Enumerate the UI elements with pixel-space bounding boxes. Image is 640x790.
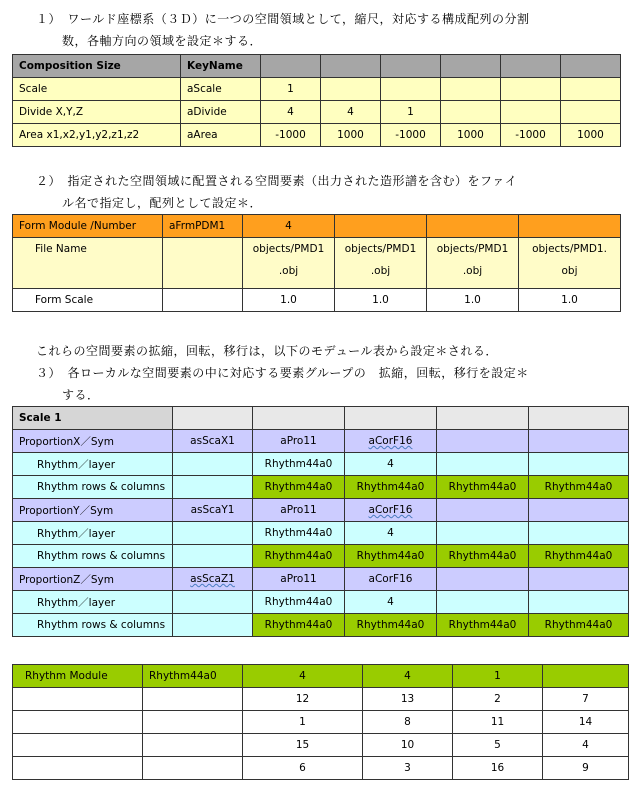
table-row: Rhythm／layer Rhythm44a0 4 bbox=[13, 453, 629, 476]
table-row: Rhythm／layer Rhythm44a0 4 bbox=[13, 522, 629, 545]
table-row: Rhythm rows & columns Rhythm44a0 Rhythm44a0 Rhythm44a0 Rhythm44a0 bbox=[13, 614, 629, 637]
table-row: 15 10 5 4 bbox=[13, 734, 629, 757]
row-label: Scale bbox=[13, 78, 181, 101]
table-row: Rhythm rows & columns Rhythm44a0 Rhythm44a0 Rhythm44a0 Rhythm44a0 bbox=[13, 476, 629, 499]
section3-line2: する． bbox=[62, 388, 100, 402]
table-row: Rhythm rows & columns Rhythm44a0 Rhythm44a0 Rhythm44a0 Rhythm44a0 bbox=[13, 545, 629, 568]
form-scale-label: Form Scale bbox=[13, 289, 163, 312]
file-name-cell: objects/PMD1 .obj bbox=[243, 238, 335, 289]
table-row: 12 13 2 7 bbox=[13, 688, 629, 711]
scale-table bbox=[12, 406, 629, 637]
section1-line2: 数，各軸方向の領域を設定＊する． bbox=[62, 34, 263, 48]
row-key: aArea bbox=[181, 124, 261, 147]
form-module-label: Form Module /Number bbox=[13, 215, 163, 238]
file-name-cell: objects/PMD1. obj bbox=[519, 238, 621, 289]
section2-line2: ル名で指定し，配列として設定＊． bbox=[62, 196, 263, 210]
scale-title: Scale 1 bbox=[13, 407, 173, 430]
table-row: Divide X,Y,Z aDivide 4 4 1 bbox=[13, 101, 621, 124]
proportion-label: ProportionZ／Sym bbox=[13, 568, 173, 591]
proportion-key: asScaX1 bbox=[173, 430, 253, 453]
file-name-cell: objects/PMD1 .obj bbox=[335, 238, 427, 289]
proportion-label: ProportionX／Sym bbox=[13, 430, 173, 453]
form-module-key: aFrmPDM1 bbox=[163, 215, 243, 238]
table-row: Scale aScale 1 bbox=[13, 78, 621, 101]
file-name-cell: objects/PMD1 .obj bbox=[427, 238, 519, 289]
rhythm-module-label: Rhythm Module bbox=[13, 665, 143, 688]
section3-line1: ３） 各ローカルな空間要素の中に対応する要素グループの 拡縮，回転，移行を設定＊ bbox=[36, 366, 529, 380]
composition-size-header: Composition Size bbox=[13, 55, 181, 78]
section3-intro: これらの空間要素の拡縮，回転，移行は，以下のモデュール表から設定＊される． bbox=[36, 344, 498, 358]
table-row: Rhythm／layer Rhythm44a0 4 bbox=[13, 591, 629, 614]
table-row: ProportionZ／Sym asScaZ1 aPro11 aCorF16 bbox=[13, 568, 629, 591]
table-row: 6 3 16 9 bbox=[13, 757, 629, 780]
row-key: aDivide bbox=[181, 101, 261, 124]
rhythm-module-key: Rhythm44a0 bbox=[143, 665, 243, 688]
form-module-number: 4 bbox=[243, 215, 335, 238]
proportion-key: asScaY1 bbox=[173, 499, 253, 522]
table-row: ProportionX／Sym asScaX1 aPro11 aCorF16 bbox=[13, 430, 629, 453]
row-key: aScale bbox=[181, 78, 261, 101]
row-label: Area x1,x2,y1,y2,z1,z2 bbox=[13, 124, 181, 147]
section2-line1: ２） 指定された空間領域に配置される空間要素（出力された造形譜を含む）をファイ bbox=[36, 174, 518, 188]
table-row: Form Scale 1.0 1.0 1.0 1.0 bbox=[13, 289, 621, 312]
table-row: ProportionY／Sym asScaY1 aPro11 aCorF16 bbox=[13, 499, 629, 522]
proportion-label: ProportionY／Sym bbox=[13, 499, 173, 522]
section1-line1: １） ワールド座標系（３Ｄ）に一つの空間領域として，縮尺，対応する構成配列の分割 bbox=[36, 12, 530, 26]
row-label: Divide X,Y,Z bbox=[13, 101, 181, 124]
keyname-header: KeyName bbox=[181, 55, 261, 78]
table-row: 1 8 11 14 bbox=[13, 711, 629, 734]
rhythm-module-table: Rhythm Module Rhythm44a0 4 4 1 12 13 2 7 1 8 11 14 15 10 5 4 6 3 16 9 bbox=[12, 664, 629, 780]
table-row bbox=[13, 238, 621, 289]
proportion-key: asScaZ1 bbox=[190, 573, 235, 585]
form-module-table bbox=[12, 214, 621, 312]
file-name-label: File Name bbox=[13, 238, 163, 289]
table-row: Area x1,x2,y1,y2,z1,z2 aArea -1000 1000 -1000 1000 -1000 1000 bbox=[13, 124, 621, 147]
composition-size-table bbox=[12, 54, 621, 147]
